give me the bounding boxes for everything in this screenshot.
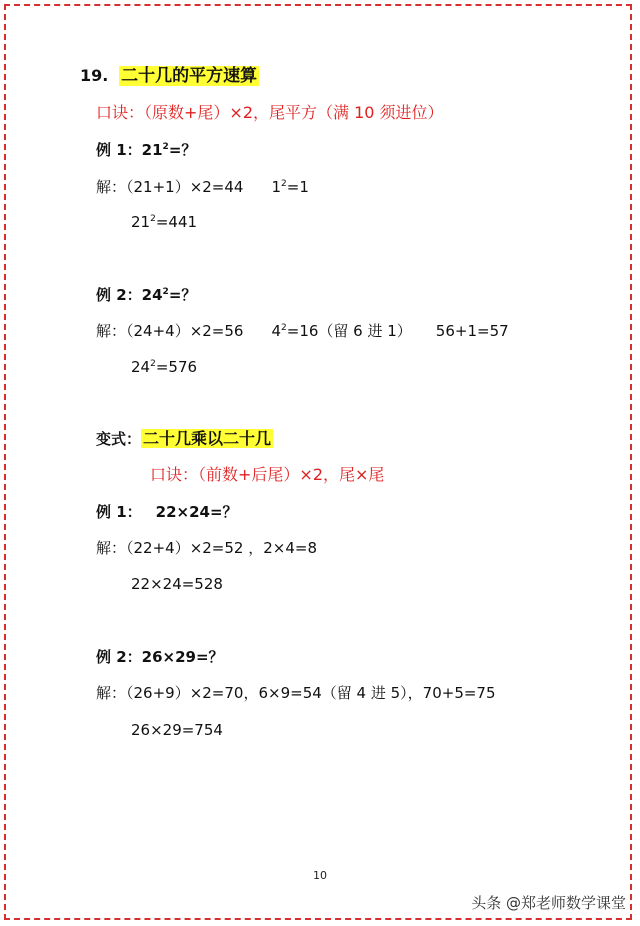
example-2-solution: [96, 321, 509, 341]
example-1-answer: [131, 212, 197, 232]
answer-tail: =441: [155, 213, 198, 231]
example-1-solution: [96, 177, 309, 197]
question-tail: =？: [168, 141, 197, 159]
variant-label: 变式：: [96, 430, 142, 448]
page-number: 10: [313, 869, 327, 882]
variant-example-2-answer: 26×29=754: [131, 721, 223, 739]
solution-part-b-tail: =1: [286, 178, 309, 196]
answer-tail: =576: [155, 358, 198, 376]
section-title: 二十几的平方速算: [121, 66, 258, 86]
answer-base: 24: [131, 358, 151, 376]
solution-part-b-base: 4: [271, 322, 282, 340]
variant-example-1-solution: 解：（22+4）×2=52 ，2×4=8: [96, 539, 318, 557]
question-exponent: 2: [162, 142, 169, 152]
example-label: 例 2：: [96, 286, 142, 304]
answer-base: 21: [131, 213, 151, 231]
example-2-question: [96, 285, 196, 305]
solution-part-a: 解：（24+4）×2=56: [96, 322, 244, 340]
example-label: 例 1：: [96, 503, 142, 521]
solution-part-b-exponent: 2: [281, 323, 287, 333]
solution-part-b-base: 1: [271, 178, 282, 196]
question-base: 21: [141, 141, 163, 159]
example-label: 例 1：: [96, 141, 142, 159]
formula-text: 口诀：（原数+尾）×2，尾平方（满 10 须进位）: [96, 103, 444, 122]
variant-example-2-solution: 解：（26+9）×2=70，6×9=54（留 4 进 5），70+5=75: [96, 684, 496, 702]
variant-example-1-answer: 22×24=528: [131, 575, 223, 593]
question-tail: =？: [168, 286, 197, 304]
section-number: 19.: [80, 66, 109, 85]
variant-heading: [96, 429, 273, 449]
question-exponent: 2: [162, 287, 169, 297]
answer-exponent: 2: [150, 214, 156, 224]
example-label: 例 2：: [96, 648, 142, 666]
example-1-question: [96, 140, 196, 160]
example-2-answer: [131, 357, 197, 377]
variant-title: 二十几乘以二十几: [143, 429, 272, 448]
watermark-text: 头条 @郑老师数学课堂: [471, 894, 626, 912]
variant-formula-text: 口诀：（前数+后尾）×2，尾×尾: [150, 465, 385, 484]
question-base: 24: [141, 286, 163, 304]
variant-example-2-question: [96, 647, 224, 667]
solution-part-c: 56+1=57: [435, 322, 509, 340]
solution-part-a: 解：（21+1）×2=44: [96, 178, 244, 196]
answer-exponent: 2: [150, 359, 156, 369]
solution-part-b-exponent: 2: [281, 179, 287, 189]
question-text: 22×24=？: [155, 503, 238, 521]
variant-example-1-question: [96, 502, 238, 522]
section-heading: [80, 66, 259, 86]
question-text: 26×29=？: [141, 648, 224, 666]
solution-part-b-tail: =16（留 6 进 1）: [286, 322, 412, 340]
